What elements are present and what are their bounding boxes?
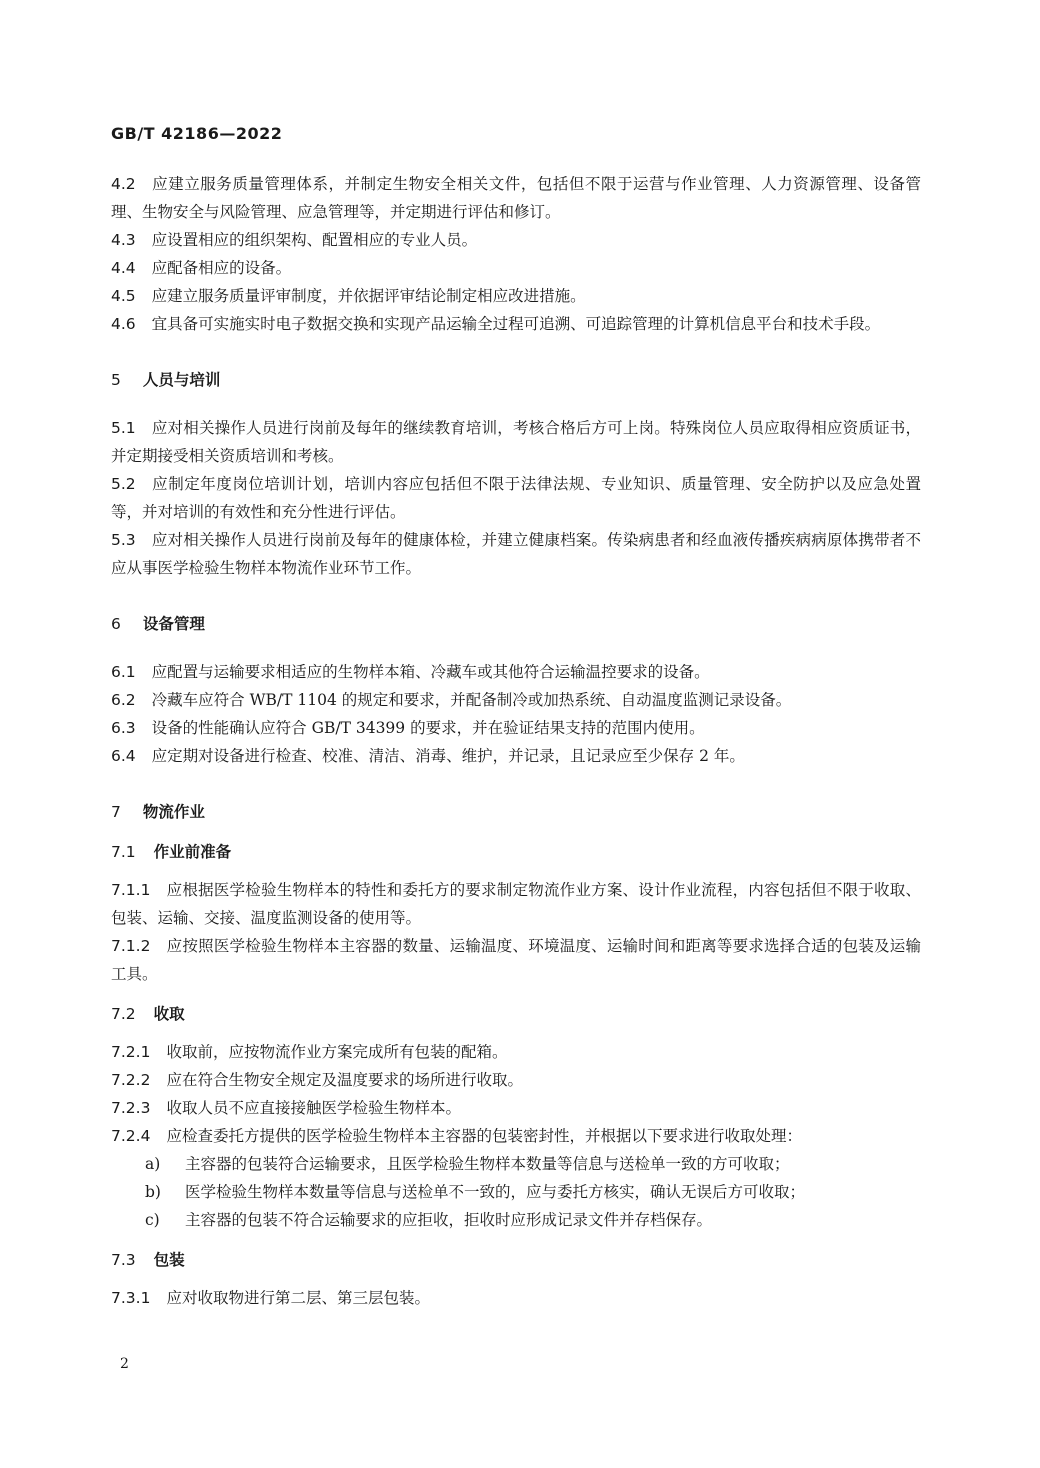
clause-number: 7.2.2 — [111, 1071, 151, 1089]
subsection-7-3-heading — [111, 1246, 921, 1274]
clause-number: 6.4 — [111, 747, 136, 765]
clause-text: 收取前，应按物流作业方案完成所有包装的配箱。 — [166, 1043, 508, 1061]
clause-7-1-1 — [111, 876, 921, 932]
clause-text: 应建立服务质量评审制度，并依据评审结论制定相应改进措施。 — [151, 287, 586, 305]
clause-text: 应配置与运输要求相适应的生物样本箱、冷藏车或其他符合运输温控要求的设备。 — [151, 663, 710, 681]
clause-7-1-2 — [111, 932, 921, 988]
clause-7-2-1 — [111, 1038, 921, 1066]
clause-number: 7.2.4 — [111, 1127, 151, 1145]
section-7-heading — [111, 798, 921, 826]
clause-number: 5.1 — [111, 419, 136, 437]
clause-5-2 — [111, 470, 921, 526]
section-number: 6 — [111, 615, 121, 633]
subsection-7-2-heading — [111, 1000, 921, 1028]
clause-text: 应按照医学检验生物样本主容器的数量、运输温度、环境温度、运输时间和距离等要求选择合适的包装及运输工具。 — [111, 937, 921, 983]
clause-text: 应定期对设备进行检查、校准、清洁、消毒、维护，并记录，且记录应至少保存 2 年。 — [151, 747, 745, 765]
clause-4-5 — [111, 282, 921, 310]
section-5-heading — [111, 366, 921, 394]
clause-number: 6.3 — [111, 719, 136, 737]
clause-4-3 — [111, 226, 921, 254]
section-title: 物流作业 — [142, 803, 205, 821]
clause-4-6 — [111, 310, 921, 338]
clause-7-2-4 — [111, 1122, 921, 1150]
clause-6-4 — [111, 742, 921, 770]
section-title: 人员与培训 — [142, 371, 221, 389]
subsection-number: 7.3 — [111, 1251, 136, 1269]
clause-text: 设备的性能确认应符合 GB/T 34399 的要求，并在验证结果支持的范围内使用。 — [151, 719, 705, 737]
subsection-number: 7.1 — [111, 843, 136, 861]
list-item-a — [111, 1150, 921, 1178]
clause-4-4 — [111, 254, 921, 282]
list-marker: b) — [145, 1183, 161, 1201]
page-number: 2 — [120, 1356, 129, 1372]
clause-6-3 — [111, 714, 921, 742]
clause-number: 4.6 — [111, 315, 136, 333]
clause-4-2 — [111, 170, 921, 226]
clause-text: 宜具备可实施实时电子数据交换和实现产品运输全过程可追溯、可追踪管理的计算机信息平台和技术手段。 — [151, 315, 881, 333]
clause-number: 4.2 — [111, 175, 136, 193]
list-text: 医学检验生物样本数量等信息与送检单不一致的，应与委托方核实，确认无误后方可收取； — [185, 1183, 806, 1201]
clause-number: 4.5 — [111, 287, 136, 305]
clause-7-2-2 — [111, 1066, 921, 1094]
clause-text: 应对相关操作人员进行岗前及每年的健康体检，并建立健康档案。传染病患者和经血液传播疾病病原体携带者不应从事医学检验生物样本物流作业环节工作。 — [111, 531, 921, 577]
clause-6-2 — [111, 686, 921, 714]
subsection-7-1-heading — [111, 838, 921, 866]
clause-number: 7.2.1 — [111, 1043, 151, 1061]
document-body — [111, 170, 921, 1312]
clause-text: 收取人员不应直接接触医学检验生物样本。 — [166, 1099, 461, 1117]
clause-number: 4.3 — [111, 231, 136, 249]
clause-text: 应设置相应的组织架构、配置相应的专业人员。 — [151, 231, 478, 249]
subsection-number: 7.2 — [111, 1005, 136, 1023]
clause-text: 应对收取物进行第二层、第三层包装。 — [166, 1289, 430, 1307]
section-number: 5 — [111, 371, 121, 389]
clause-text: 应配备相应的设备。 — [151, 259, 292, 277]
clause-number: 4.4 — [111, 259, 136, 277]
list-item-c — [111, 1206, 921, 1234]
list-item-b — [111, 1178, 921, 1206]
clause-5-3 — [111, 526, 921, 582]
standard-code-header: GB/T 42186—2022 — [111, 124, 283, 143]
section-6-heading — [111, 610, 921, 638]
list-marker: a) — [145, 1155, 161, 1173]
clause-number: 6.2 — [111, 691, 136, 709]
subsection-title: 作业前准备 — [153, 843, 232, 861]
clause-number: 5.2 — [111, 475, 136, 493]
list-text: 主容器的包装符合运输要求，且医学检验生物样本数量等信息与送检单一致的方可收取； — [185, 1155, 790, 1173]
clause-5-1 — [111, 414, 921, 470]
clause-text: 应对相关操作人员进行岗前及每年的继续教育培训，考核合格后方可上岗。特殊岗位人员应取得相应资质证书，并定期接受相关资质培训和考核。 — [111, 419, 921, 465]
clause-text: 应检查委托方提供的医学检验生物样本主容器的包装密封性，并根据以下要求进行收取处理： — [166, 1127, 802, 1145]
section-number: 7 — [111, 803, 121, 821]
clause-number: 7.3.1 — [111, 1289, 151, 1307]
clause-7-3-1 — [111, 1284, 921, 1312]
clause-text: 冷藏车应符合 WB/T 1104 的规定和要求，并配备制冷或加热系统、自动温度监测记录设备。 — [151, 691, 792, 709]
clause-number: 7.2.3 — [111, 1099, 151, 1117]
subsection-title: 包装 — [153, 1251, 185, 1269]
subsection-title: 收取 — [153, 1005, 185, 1023]
clause-6-1 — [111, 658, 921, 686]
clause-7-2-3 — [111, 1094, 921, 1122]
clause-number: 5.3 — [111, 531, 136, 549]
clause-number: 6.1 — [111, 663, 136, 681]
clause-text: 应根据医学检验生物样本的特性和委托方的要求制定物流作业方案、设计作业流程，内容包括但不限于收取、包装、运输、交接、温度监测设备的使用等。 — [111, 881, 921, 927]
section-title: 设备管理 — [142, 615, 205, 633]
clause-number: 7.1.2 — [111, 937, 151, 955]
clause-text: 应制定年度岗位培训计划，培训内容应包括但不限于法律法规、专业知识、质量管理、安全防护以及应急处置等，并对培训的有效性和充分性进行评估。 — [111, 475, 921, 521]
list-marker: c) — [145, 1211, 160, 1229]
clause-text: 应建立服务质量管理体系，并制定生物安全相关文件，包括但不限于运营与作业管理、人力资源管理、设备管理、生物安全与风险管理、应急管理等，并定期进行评估和修订。 — [111, 175, 921, 221]
list-text: 主容器的包装不符合运输要求的应拒收，拒收时应形成记录文件并存档保存。 — [185, 1211, 713, 1229]
clause-number: 7.1.1 — [111, 881, 151, 899]
clause-text: 应在符合生物安全规定及温度要求的场所进行收取。 — [166, 1071, 523, 1089]
